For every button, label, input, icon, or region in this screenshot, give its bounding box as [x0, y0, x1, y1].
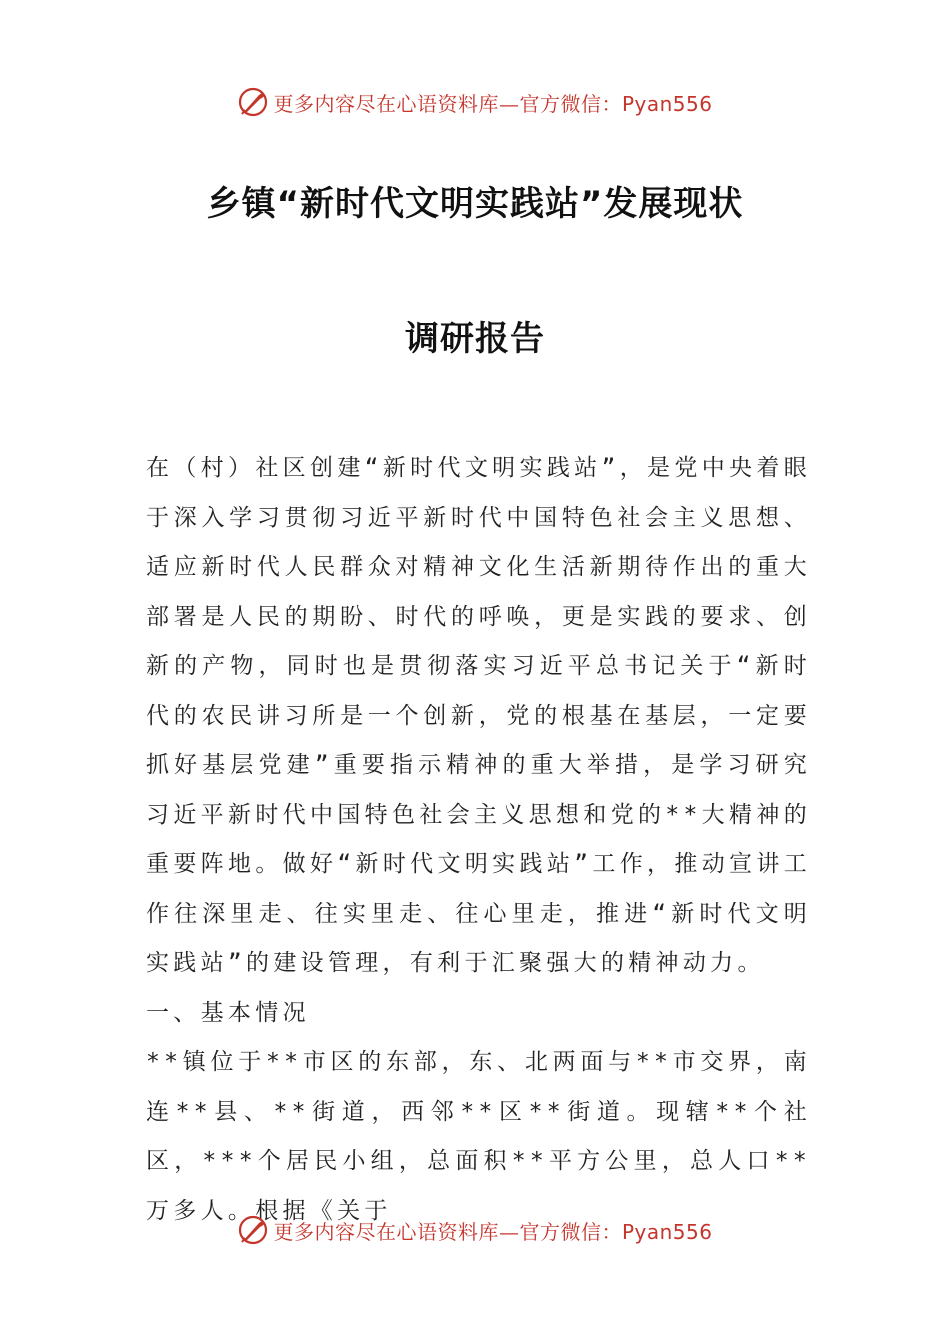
paragraph-basic-info: **镇位于**市区的东部，东、北两面与**市交界，南连**县、**街道，西邻**区**街道。现辖**个社区，***个居民小组，总面积**平方公里，总人口**万多人。根据《关于	[146, 1049, 811, 1224]
section-heading: 一、基本情况	[146, 999, 310, 1026]
quill-pen-icon	[237, 1214, 269, 1246]
watermark-text: 更多内容尽在心语资料库—官方微信：Pyan556	[273, 1219, 713, 1244]
quill-pen-icon	[237, 86, 269, 118]
watermark-header	[0, 84, 950, 120]
document-title-line2: 调研报告	[405, 319, 545, 359]
document-body	[146, 444, 811, 1236]
paragraph-intro: 在（村）社区创建“新时代文明实践站”，是党中央着眼于深入学习贯彻习近平新时代中国特色社会主义思想、适应新时代人民群众对精神文化生活新期待作出的重大部署是人民的期盼、时代的呼唤，更是实践的要求、创新的产物，同时也是贯彻落实习近平总书记关于“新时代的农民讲习所是一个创新，党的根基在基层，一定要抓好基层党建”重要指示精神的重大举措，是学习研究习近平新时代中国特色社会主义思想和党的**大精神的重要阵地。做好“新时代文明实践站”工作，推动宣讲工作往深里走、往实里走、往心里走，推进“新时代文明实践站”的建设管理，有利于汇聚强大的精神动力。	[146, 455, 811, 976]
watermark-text: 更多内容尽在心语资料库—官方微信：Pyan556	[273, 91, 713, 116]
document-title-line1: 乡镇“新时代文明实践站”发展现状	[206, 184, 744, 224]
watermark-footer	[0, 1212, 950, 1248]
